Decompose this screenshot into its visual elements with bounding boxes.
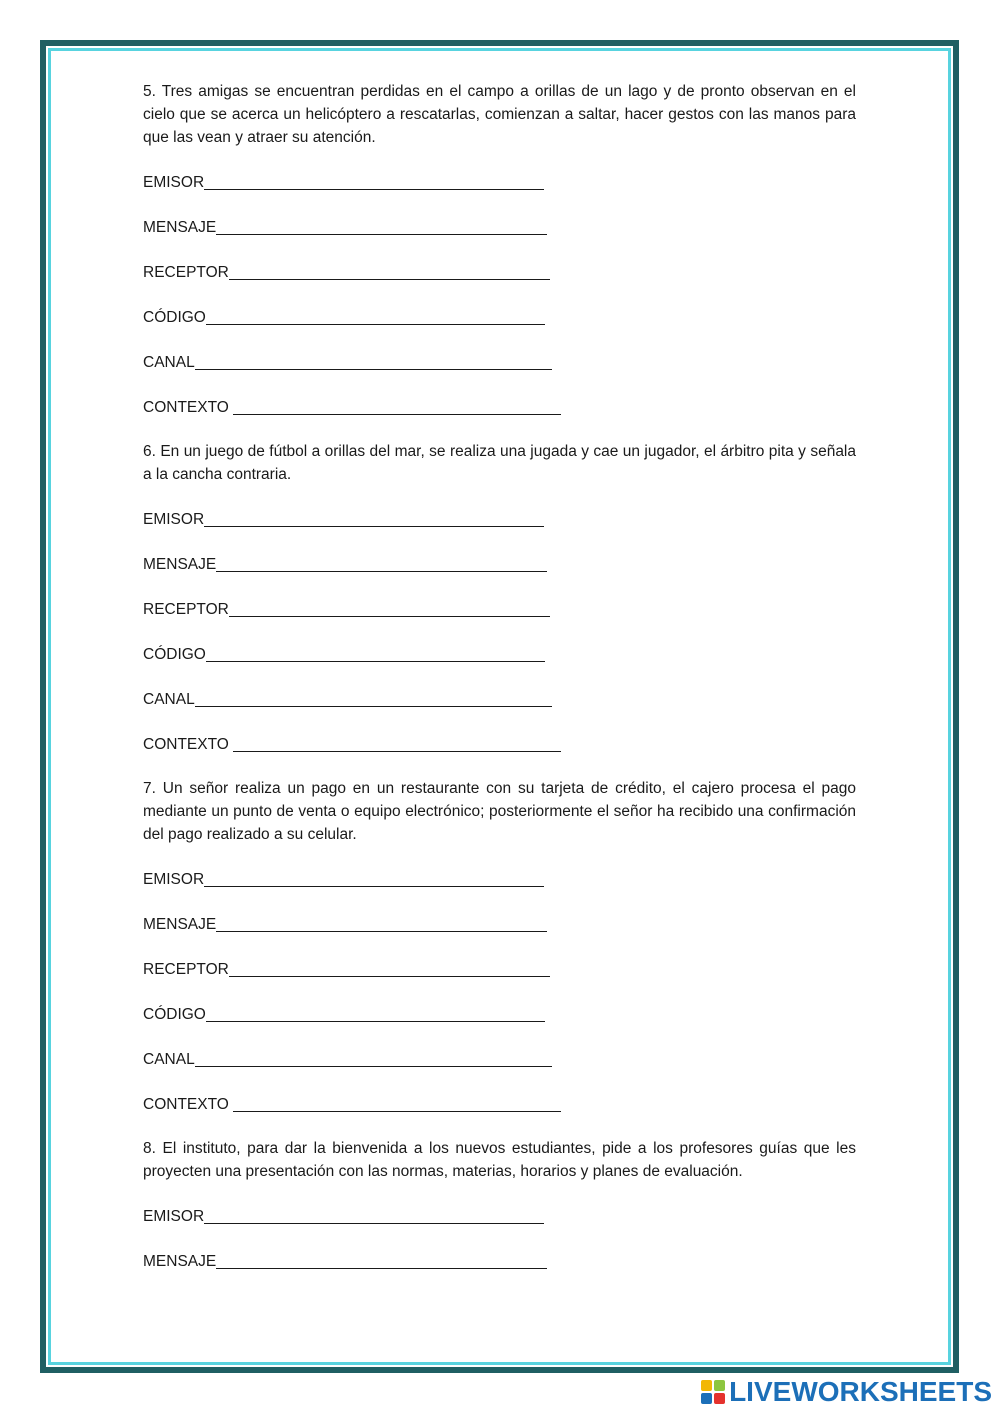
question-block xyxy=(143,1137,856,1272)
field-label: MENSAJE xyxy=(143,916,217,933)
field-label: RECEPTOR xyxy=(143,961,229,978)
answer-line[interactable] xyxy=(204,1207,544,1224)
question-text: 7. Un señor realiza un pago en un restaurante con su tarjeta de crédito, el cajero procesa el pago mediante un punto de venta o equipo electrónico; posteriormente el señor ha recibido una confirmación del pago realizado a su celular. xyxy=(143,780,856,843)
answer-line[interactable] xyxy=(195,353,552,370)
field-label: CANAL xyxy=(143,354,195,371)
answer-line[interactable] xyxy=(233,1095,561,1112)
field-label: CONTEXTO xyxy=(143,399,229,416)
answer-line[interactable] xyxy=(195,1050,552,1067)
question-text: 6. En un juego de fútbol a orillas del mar, se realiza una jugada y cae un jugador, el árbitro pita y señala a la cancha contraria. xyxy=(143,443,856,483)
field-label: EMISOR xyxy=(143,511,205,528)
field-label: EMISOR xyxy=(143,174,205,191)
field-label: CÓDIGO xyxy=(143,309,206,326)
answer-field-emisor[interactable] xyxy=(143,508,856,530)
answer-line[interactable] xyxy=(233,398,561,415)
answer-line[interactable] xyxy=(204,510,544,527)
question-block xyxy=(143,440,856,755)
field-label: MENSAJE xyxy=(143,556,217,573)
answer-field-mensaje[interactable] xyxy=(143,553,856,575)
answer-field-receptor[interactable] xyxy=(143,598,856,620)
answer-line[interactable] xyxy=(206,1005,545,1022)
worksheet-content xyxy=(143,80,856,1272)
answer-field-contexto[interactable] xyxy=(143,396,856,418)
field-label: CANAL xyxy=(143,1051,195,1068)
field-label: CONTEXTO xyxy=(143,736,229,753)
answer-line[interactable] xyxy=(216,555,547,572)
field-label: CÓDIGO xyxy=(143,646,206,663)
answer-field-codigo[interactable] xyxy=(143,643,856,665)
answer-field-mensaje[interactable] xyxy=(143,913,856,935)
answer-line[interactable] xyxy=(229,263,550,280)
logo-squares-icon xyxy=(701,1380,725,1404)
question-text: 8. El instituto, para dar la bienvenida a los nuevos estudiantes, pide a los profesores guías que les proyecten una presentación con las normas, materias, horarios y planes de evaluación. xyxy=(143,1140,856,1180)
answer-field-receptor[interactable] xyxy=(143,958,856,980)
answer-field-emisor[interactable] xyxy=(143,868,856,890)
answer-field-emisor[interactable] xyxy=(143,171,856,193)
answer-field-emisor[interactable] xyxy=(143,1205,856,1227)
answer-line[interactable] xyxy=(206,645,545,662)
answer-line[interactable] xyxy=(229,960,550,977)
answer-line[interactable] xyxy=(204,870,544,887)
field-label: CONTEXTO xyxy=(143,1096,229,1113)
answer-field-codigo[interactable] xyxy=(143,306,856,328)
question-block xyxy=(143,777,856,1115)
field-label: EMISOR xyxy=(143,1208,205,1225)
answer-field-mensaje[interactable] xyxy=(143,1250,856,1272)
answer-field-canal[interactable] xyxy=(143,351,856,373)
field-label: MENSAJE xyxy=(143,1253,217,1270)
answer-field-receptor[interactable] xyxy=(143,261,856,283)
answer-line[interactable] xyxy=(233,735,561,752)
answer-line[interactable] xyxy=(195,690,552,707)
field-label: CÓDIGO xyxy=(143,1006,206,1023)
answer-field-codigo[interactable] xyxy=(143,1003,856,1025)
logo-text: LIVEWORKSHEETS xyxy=(729,1376,992,1407)
answer-field-mensaje[interactable] xyxy=(143,216,856,238)
answer-line[interactable] xyxy=(216,218,547,235)
field-label: EMISOR xyxy=(143,871,205,888)
question-text: 5. Tres amigas se encuentran perdidas en el campo a orillas de un lago y de pronto observan en el cielo que se acerca un helicóptero a rescatarlas, comienzan a saltar, hacer gestos con las manos para que las vean y atraer su atención. xyxy=(143,83,856,146)
answer-line[interactable] xyxy=(206,308,545,325)
question-block xyxy=(143,80,856,418)
answer-line[interactable] xyxy=(216,915,547,932)
answer-line[interactable] xyxy=(204,173,544,190)
answer-line[interactable] xyxy=(216,1252,547,1269)
field-label: MENSAJE xyxy=(143,219,217,236)
field-label: RECEPTOR xyxy=(143,264,229,281)
answer-field-canal[interactable] xyxy=(143,1048,856,1070)
answer-field-canal[interactable] xyxy=(143,688,856,710)
liveworksheets-logo xyxy=(701,1375,992,1409)
answer-line[interactable] xyxy=(229,600,550,617)
answer-field-contexto[interactable] xyxy=(143,1093,856,1115)
answer-field-contexto[interactable] xyxy=(143,733,856,755)
field-label: RECEPTOR xyxy=(143,601,229,618)
field-label: CANAL xyxy=(143,691,195,708)
